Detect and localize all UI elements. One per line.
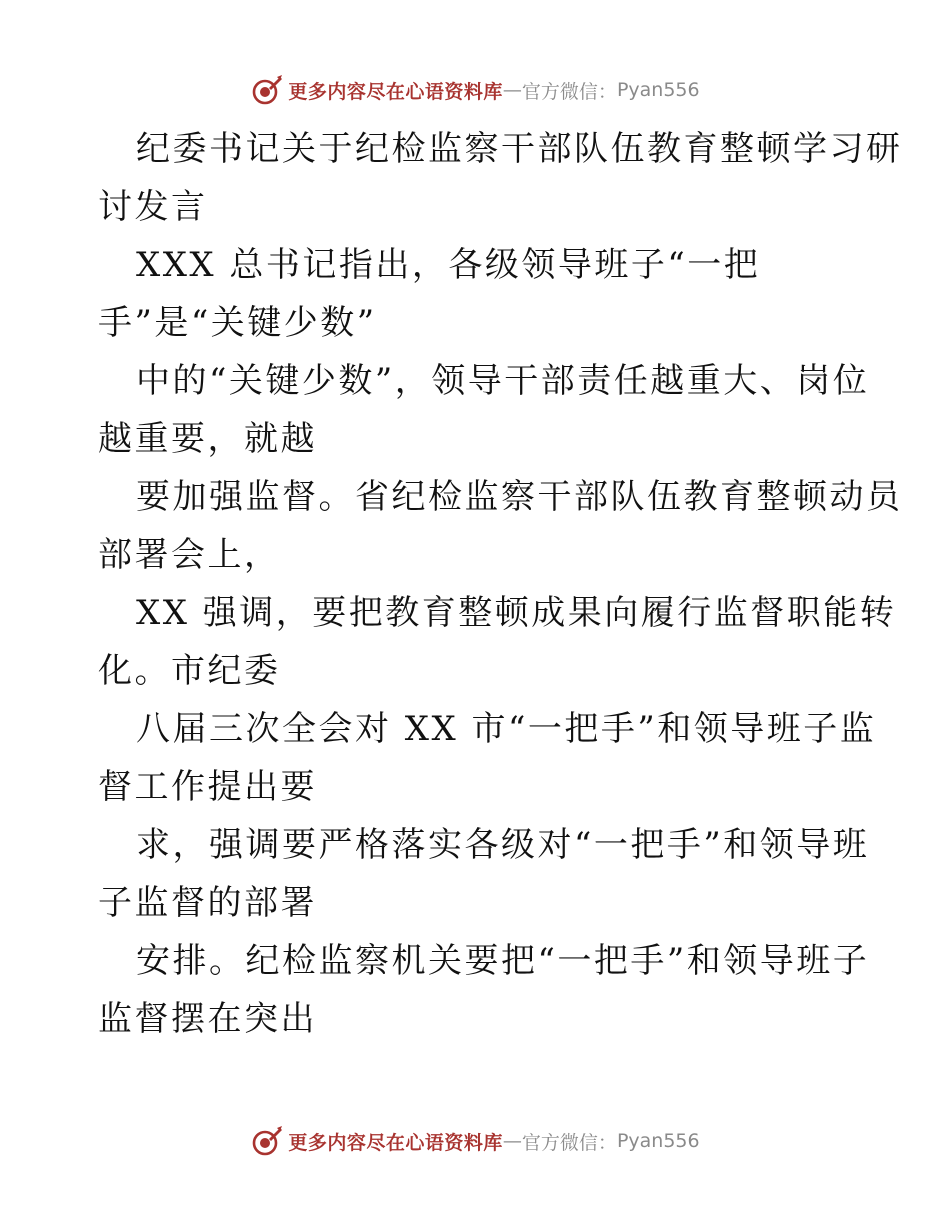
document-line: 要加强监督。省纪检监察干部队伍教育整顿动员 [136,477,903,517]
banner-main-text: 更多内容尽在心语资料库 [288,1131,503,1154]
document-body [98,120,903,1048]
document-line: 讨发言 [98,187,208,227]
banner-dash: — [502,79,522,101]
pen-nib-logo-icon [250,73,284,107]
document-line: 求，强调要严格落实各级对“一把手”和领导班 [136,825,870,865]
banner-wechat-id: Pyan556 [616,1130,700,1152]
document-line: 子监督的部署 [98,883,317,923]
banner-wechat-label: 官方微信： [521,80,617,103]
document-line: 越重要，就越 [98,419,317,459]
document-line: 手”是“关键少数” [98,303,377,343]
banner-main-text: 更多内容尽在心语资料库 [288,80,503,103]
banner-dash: — [502,1130,522,1152]
document-line: 部署会上， [98,535,281,575]
document-line: XX 强调，要把教育整顿成果向履行监督职能转 [136,593,897,633]
pen-nib-logo-icon [250,1124,284,1158]
banner-wechat-label: 官方微信： [521,1131,617,1154]
document-line: 督工作提出要 [98,767,317,807]
footer-banner [0,1121,950,1161]
document-line: XXX 总书记指出，各级领导班子“一把 [136,245,761,285]
document-line: 纪委书记关于纪检监察干部队伍教育整顿学习研 [136,129,903,169]
document-line: 监督摆在突出 [98,999,317,1039]
document-line: 中的“关键少数”，领导干部责任越重大、岗位 [136,361,870,401]
document-line: 化。市纪委 [98,651,281,691]
banner-wechat-id: Pyan556 [616,79,700,101]
document-line: 安排。纪检监察机关要把“一把手”和领导班子 [136,941,870,981]
header-banner [0,70,950,110]
document-line: 八届三次全会对 XX 市“一把手”和领导班子监 [136,709,877,749]
